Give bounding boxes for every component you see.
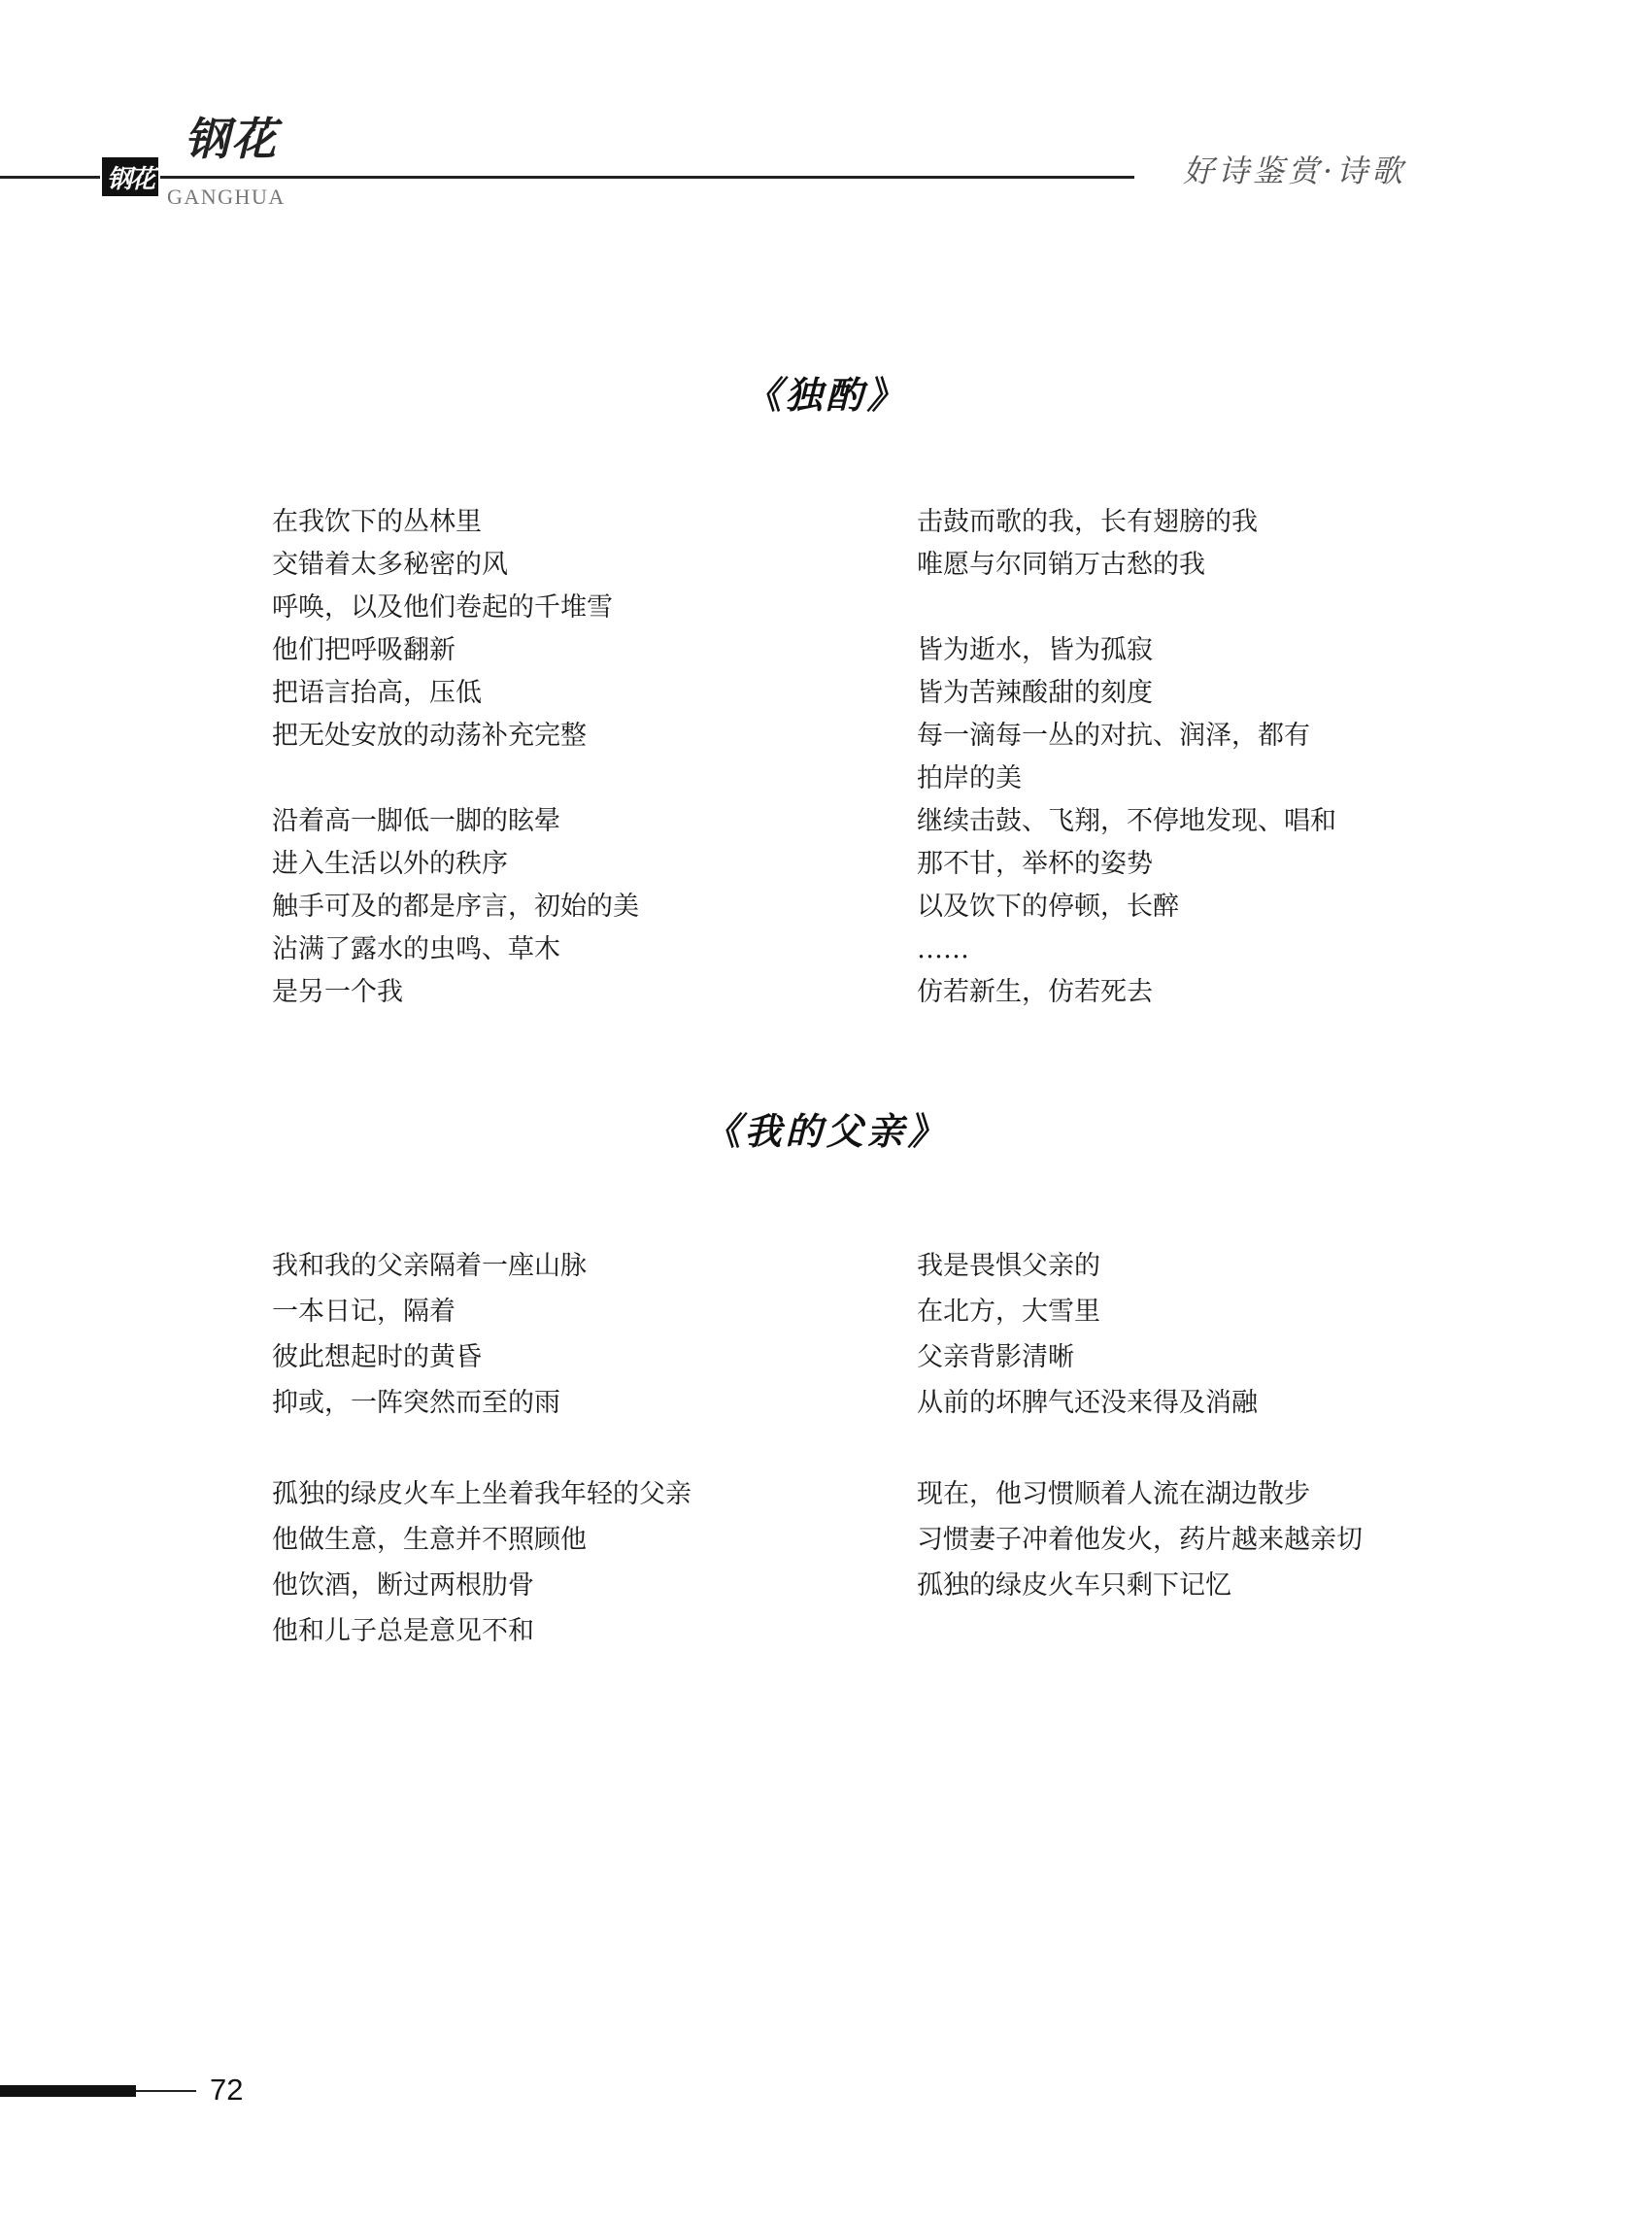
poem-line: 呼唤，以及他们卷起的千堆雪: [272, 592, 613, 623]
stanza-gap: [917, 587, 1336, 629]
poem-line: 他饮酒，断过两根肋骨: [272, 1570, 534, 1601]
magazine-badge-logo: 钢花: [102, 157, 158, 196]
poem-line: 彼此想起时的黄昏: [272, 1342, 482, 1372]
poem-column-left: [272, 501, 639, 1014]
poem-line: 从前的坏脾气还没来得及消融: [917, 1388, 1258, 1418]
poem-line: 在我饮下的丛林里: [272, 507, 482, 537]
poem-line: 一本日记，隔着: [272, 1297, 455, 1327]
poem-line: 他和儿子总是意见不和: [272, 1616, 534, 1646]
magazine-brand-logo: 钢花: [185, 113, 278, 165]
poem-line: 父亲背影清晰: [917, 1342, 1074, 1372]
poem-line: 是另一个我: [272, 977, 403, 1007]
poem-line: 现在，他习惯顺着人流在湖边散步: [917, 1479, 1310, 1509]
stanza-gap: [272, 1426, 691, 1471]
page-number: 72: [210, 2073, 244, 2107]
footer-rule: [136, 2090, 196, 2092]
header-rule-left: [0, 176, 100, 179]
poem-line: 沾满了露水的虫鸣、草木: [272, 934, 560, 964]
poem-line: 把语言抬高，压低: [272, 678, 482, 708]
poem-line: 他做生意，生意并不照顾他: [272, 1525, 587, 1555]
poem-line: 习惯妻子冲着他发火，药片越来越亲切: [917, 1525, 1363, 1555]
poem-line: 进入生活以外的秩序: [272, 849, 508, 879]
poem-column-right: [917, 1243, 1363, 1608]
poem-title: 《独酌》: [744, 373, 908, 417]
poem-title: 《我的父亲》: [703, 1109, 949, 1153]
poem-line: 触手可及的都是序言，初始的美: [272, 892, 639, 922]
poem-line: ……: [917, 934, 969, 964]
poem-line: 拍岸的美: [917, 763, 1022, 793]
poem-line: 皆为苦辣酸甜的刻度: [917, 678, 1153, 708]
poem-line: 沿着高一脚低一脚的眩晕: [272, 806, 560, 836]
poem-column-left: [272, 1243, 691, 1654]
stanza-gap: [272, 758, 639, 800]
poem-line: 孤独的绿皮火车上坐着我年轻的父亲: [272, 1479, 691, 1509]
poem-line: 他们把呼吸翻新: [272, 635, 455, 665]
magazine-brand-latin: GANGHUA: [167, 185, 286, 209]
footer-bar: [0, 2085, 136, 2097]
header-rule-main: [160, 176, 1134, 179]
poem-line: 把无处安放的动荡补充完整: [272, 721, 587, 751]
poem-line: 抑或，一阵突然而至的雨: [272, 1388, 560, 1418]
section-title: 好诗鉴赏·诗歌: [1183, 152, 1407, 189]
stanza-gap: [917, 1426, 1363, 1471]
poem-line: 我和我的父亲隔着一座山脉: [272, 1251, 587, 1281]
poem-line: 那不甘，举杯的姿势: [917, 849, 1153, 879]
poem-line: 仿若新生，仿若死去: [917, 977, 1153, 1007]
poem-line: 每一滴每一丛的对抗、润泽，都有: [917, 721, 1310, 751]
poem-line: 我是畏惧父亲的: [917, 1251, 1100, 1281]
poem-line: 皆为逝水，皆为孤寂: [917, 635, 1153, 665]
poem-line: 以及饮下的停顿，长醉: [917, 892, 1179, 922]
poem-line: 交错着太多秘密的风: [272, 550, 508, 580]
poem-line: 在北方，大雪里: [917, 1297, 1100, 1327]
poem-column-right: [917, 501, 1336, 1014]
poem-line: 继续击鼓、飞翔，不停地发现、唱和: [917, 806, 1336, 836]
poem-line: 孤独的绿皮火车只剩下记忆: [917, 1570, 1231, 1601]
poem-line: 唯愿与尔同销万古愁的我: [917, 550, 1205, 580]
poem-line: 击鼓而歌的我，长有翅膀的我: [917, 507, 1258, 537]
